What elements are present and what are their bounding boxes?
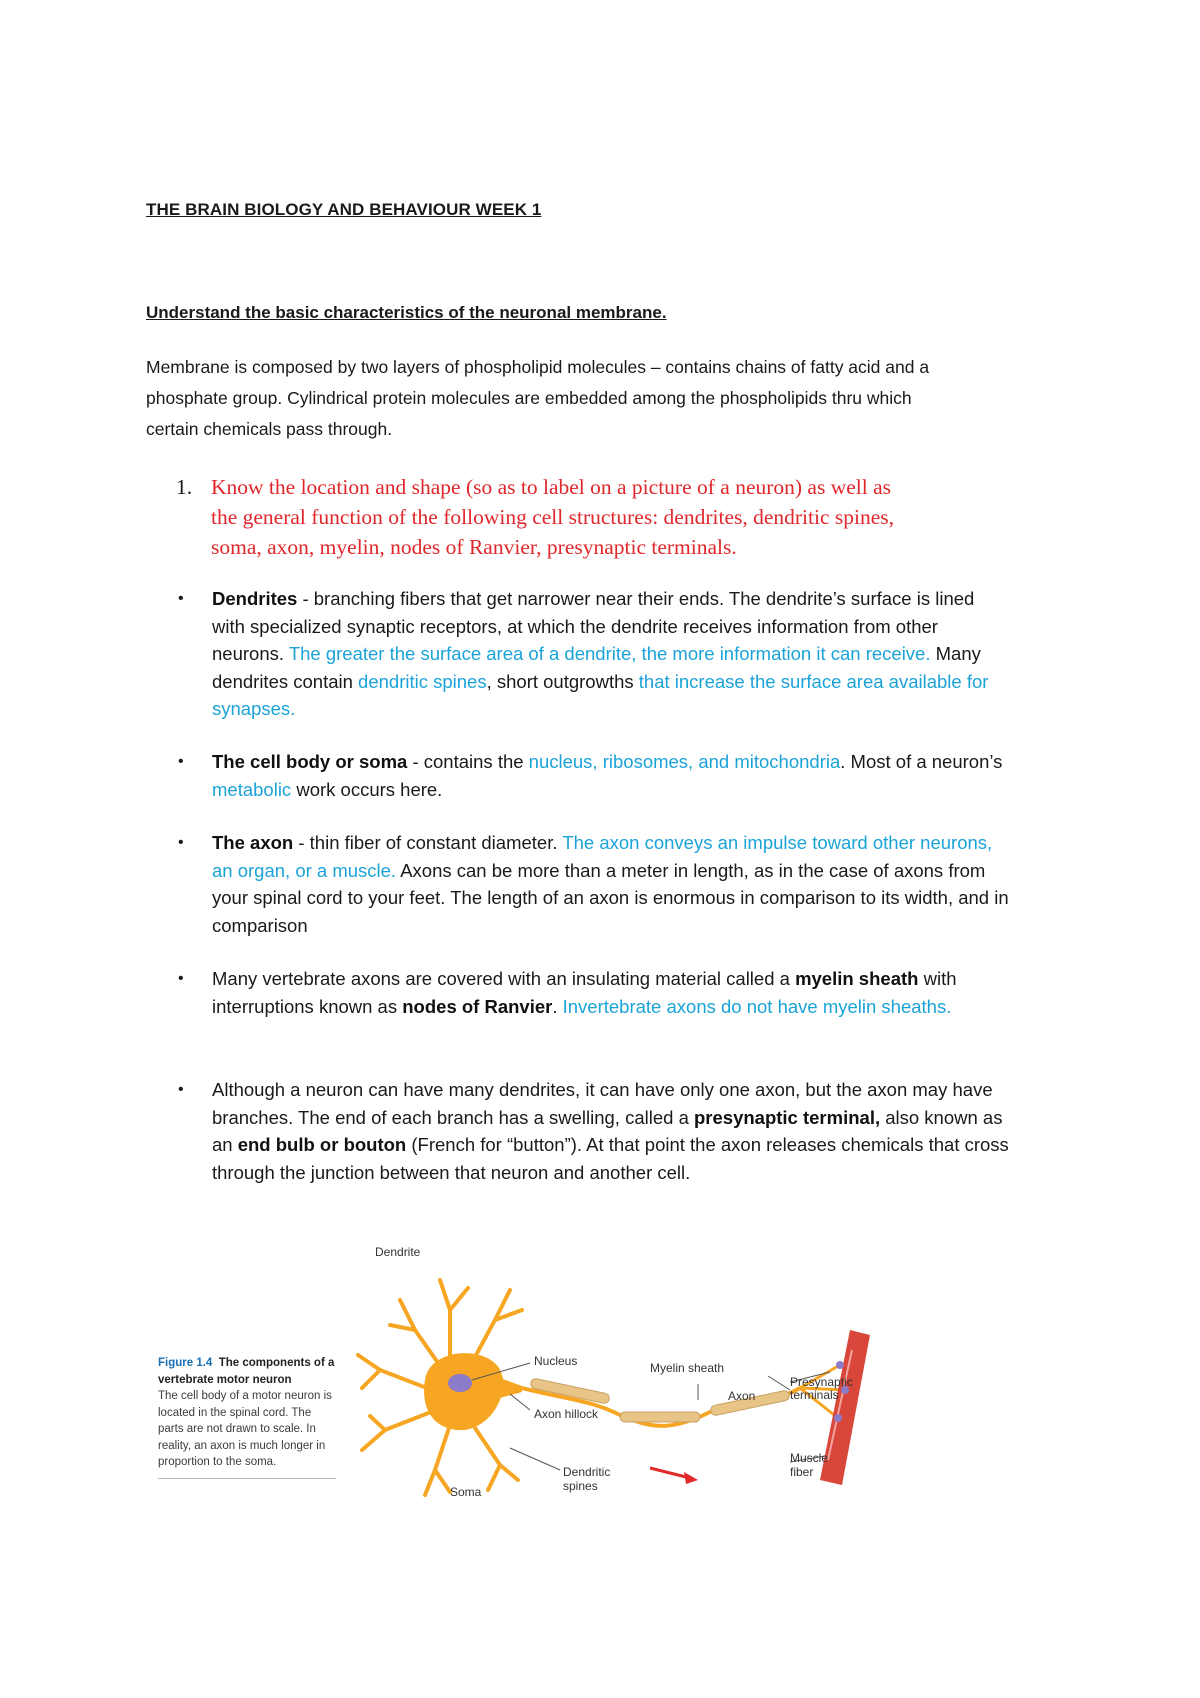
intro-line: phosphate group. Cylindrical protein molecules are embedded among the phospholipids thru which bbox=[146, 388, 912, 408]
bullet-dot: • bbox=[178, 834, 184, 851]
highlight-span: The greater the surface area of a dendrite, the more information it can receive. bbox=[288, 643, 931, 664]
term-dendrites: Dendrites bbox=[212, 588, 298, 609]
figure-label: Figure 1.4 bbox=[158, 1357, 213, 1369]
text-span: (French for “button”). At that point the axon releases chemicals that cross through the junction between that neuron and another cell. bbox=[212, 1134, 1009, 1183]
label-soma: Soma bbox=[450, 1485, 482, 1499]
text-span: also known as an bbox=[212, 1106, 1003, 1155]
figure-title: The components of a vertebrate motor neuron bbox=[158, 1357, 335, 1386]
bullet-text bbox=[212, 829, 1012, 939]
arrow-shape bbox=[650, 1468, 690, 1478]
objective-text bbox=[211, 472, 1021, 562]
text-span: - contains the bbox=[407, 751, 529, 772]
label-axon: Axon bbox=[728, 1389, 756, 1403]
page-title: THE BRAIN BIOLOGY AND BEHAVIOUR WEEK 1 bbox=[146, 200, 542, 219]
label-nucleus: Nucleus bbox=[534, 1354, 578, 1368]
section-heading: Understand the basic characteristics of the neuronal membrane. bbox=[146, 303, 667, 322]
label-spines: spines bbox=[563, 1479, 598, 1493]
term-axon: The axon bbox=[212, 832, 294, 853]
bullet-text bbox=[212, 585, 1012, 723]
text-span: work occurs here. bbox=[291, 778, 443, 800]
text-span: with interruptions known as bbox=[212, 968, 957, 1017]
objective-line: the general function of the following cell structures: dendrites, dendritic spines, bbox=[211, 505, 895, 529]
bullet-text bbox=[212, 748, 1012, 803]
objective-line: soma, axon, myelin, nodes of Ranvier, presynaptic terminals. bbox=[211, 535, 737, 559]
bullet-dot: • bbox=[178, 590, 184, 607]
nucleus-shape bbox=[448, 1374, 472, 1392]
neuron-figure bbox=[150, 1240, 1010, 1510]
term-presynaptic-terminal: presynaptic terminal, bbox=[694, 1106, 881, 1128]
text-span: Many dendrites contain bbox=[212, 643, 981, 692]
text-span: Although a neuron can have many dendrites, it can have only one axon, but the axon may have branches. The end of each branch has a swelling, called a bbox=[212, 1079, 993, 1128]
soma-shape bbox=[424, 1353, 503, 1430]
label-dendritic: Dendritic bbox=[563, 1465, 611, 1479]
text-span: , short outgrowths bbox=[486, 670, 639, 692]
bullet-text bbox=[212, 1076, 1012, 1186]
text-span: - thin fiber of constant diameter. bbox=[293, 832, 563, 853]
highlight-span: that increase the surface area available for synapses. bbox=[212, 670, 989, 719]
label-axon-hillock: Axon hillock bbox=[534, 1407, 599, 1421]
bullet-dot: • bbox=[178, 970, 184, 987]
term-myelin-sheath: myelin sheath bbox=[795, 968, 919, 989]
highlight-span: dendritic spines bbox=[358, 670, 487, 692]
text-span: - branching fibers that get narrower near their ends. The dendrite’s surface is lined with specialized synaptic receptors, at which the dendrite receives information from other neurons. bbox=[212, 588, 975, 664]
intro-paragraph bbox=[146, 352, 1076, 445]
text-span: Many vertebrate axons are covered with an insulating material called a bbox=[212, 968, 796, 989]
text-span: . Most of a neuron’s bbox=[840, 751, 1003, 772]
label-dendrite: Dendrite bbox=[375, 1245, 421, 1259]
bullet-dot: • bbox=[178, 753, 184, 770]
highlight-span: The axon conveys an impulse toward other neurons, an organ, or a muscle. bbox=[212, 832, 993, 881]
label-muscle: Muscle bbox=[790, 1451, 829, 1465]
arrowhead-shape bbox=[684, 1472, 698, 1484]
objective-line: Know the location and shape (so as to label on a picture of a neuron) as well as bbox=[211, 475, 892, 499]
label-presynaptic: Presynaptic bbox=[790, 1375, 853, 1389]
bullet-dot: • bbox=[178, 1081, 184, 1098]
bullet-text bbox=[212, 965, 1012, 1020]
figure-caption-text: The cell body of a motor neuron is located in the spinal cord. The parts are not drawn to scale. In reality, an axon is much longer in proportion to the soma. bbox=[158, 1390, 332, 1468]
highlight-span: nucleus, ribosomes, and mitochondria bbox=[528, 751, 841, 772]
term-soma: The cell body or soma bbox=[212, 751, 408, 772]
term-nodes-of-ranvier: nodes of Ranvier bbox=[402, 995, 553, 1017]
highlight-span: Invertebrate axons do not have myelin sheaths. bbox=[562, 995, 952, 1017]
intro-line: certain chemicals pass through. bbox=[146, 419, 393, 439]
label-myelin-sheath: Myelin sheath bbox=[650, 1361, 725, 1375]
objective-number: 1. bbox=[176, 475, 193, 499]
label-terminals: terminals bbox=[790, 1388, 839, 1402]
neuron-diagram bbox=[150, 1240, 1010, 1510]
intro-line: Membrane is composed by two layers of phospholipid molecules – contains chains of fatty acid and a bbox=[146, 357, 930, 377]
text-span: Axons can be more than a meter in length, as in the case of axons from your spinal cord to your feet. The length of an axon is enormous in comparison to its width, and in comparison bbox=[212, 859, 1009, 936]
highlight-span: metabolic bbox=[212, 778, 292, 800]
term-end-bulb: end bulb or bouton bbox=[237, 1134, 407, 1155]
label-fiber: fiber bbox=[790, 1465, 814, 1479]
text-span: . bbox=[552, 995, 563, 1017]
